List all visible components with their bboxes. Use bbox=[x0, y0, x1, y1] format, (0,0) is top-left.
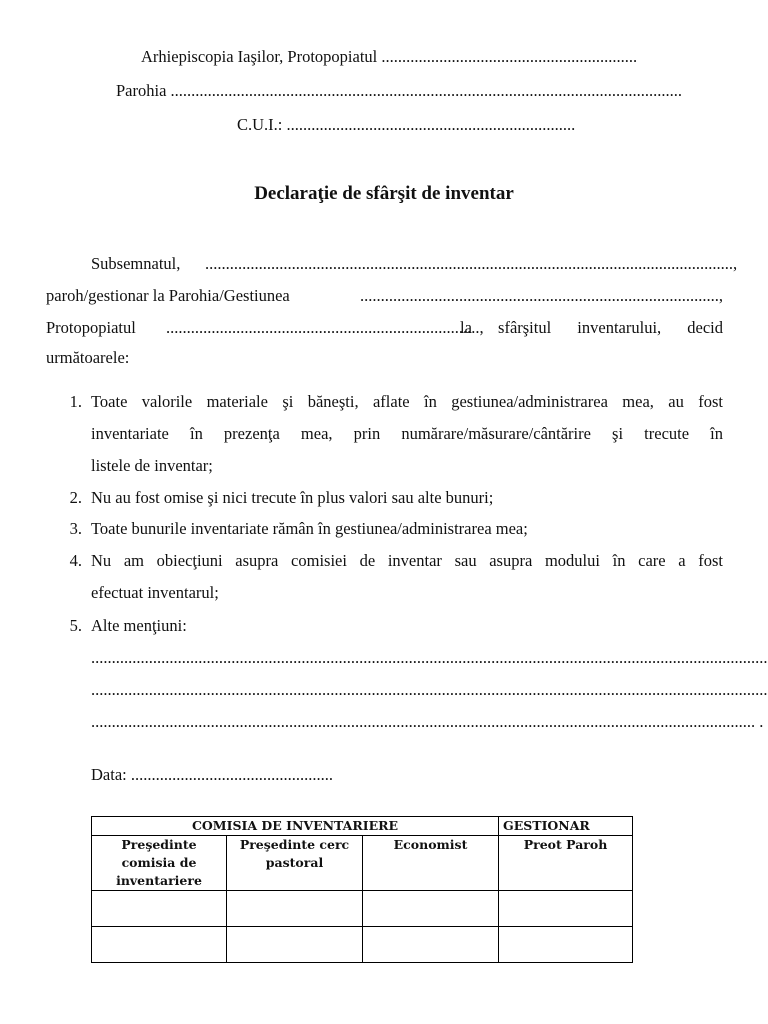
commission-header: COMISIA DE INVENTARIERE bbox=[92, 817, 499, 836]
header-cui-line: C.U.I.: ...................................................................... bbox=[237, 115, 576, 134]
header-archdiocese-line: Arhiepiscopia Iaşilor, Protopopiatul .............................................................. bbox=[141, 47, 638, 66]
intro-undersigned-label: Subsemnatul, bbox=[91, 254, 181, 273]
signature-cell bbox=[363, 927, 499, 963]
list-item-number: 3. bbox=[69, 519, 82, 538]
mentions-dotted-line: .................................................................................................................................................................... bbox=[91, 680, 768, 699]
list-item-number: 1. bbox=[69, 392, 82, 411]
list-item-text: Alte menţiuni: bbox=[91, 616, 187, 635]
page-title: Declaraţie de sfârşit de inventar bbox=[254, 183, 514, 204]
intro-following-text: următoarele: bbox=[46, 348, 130, 367]
signature-cell bbox=[363, 891, 499, 927]
col-economist: Economist bbox=[363, 836, 499, 891]
intro-protopopiate-label: Protopopiatul bbox=[46, 318, 136, 337]
signature-cell bbox=[227, 891, 363, 927]
intro-protopopiate-dots: ............................................................................, bbox=[166, 318, 484, 337]
list-item-number: 2. bbox=[69, 488, 82, 507]
intro-parish-dots: ......................................................................................., bbox=[360, 286, 723, 305]
list-item-text: Nu am obiecţiuni asupra comisiei de inventar sau asupra modului în care a fost bbox=[91, 551, 723, 570]
list-item-text: inventariate în prezenţa mea, prin numărare/măsurare/cântărire şi trecute în bbox=[91, 424, 723, 443]
date-line: Data: ................................................. bbox=[91, 765, 333, 784]
intro-end-inventory-text: la sfârşitul inventarului, decid bbox=[460, 318, 723, 337]
list-item-text: Toate valorile materiale şi băneşti, aflate în gestiunea/administrarea mea, au fost bbox=[91, 392, 723, 411]
signature-cell bbox=[499, 891, 633, 927]
list-item-number: 4. bbox=[69, 551, 82, 570]
col-pastoral-circle-president: Preşedinte cerc pastoral bbox=[227, 836, 363, 891]
list-item-text: Nu au fost omise şi nici trecute în plus valori sau alte bunuri; bbox=[91, 488, 494, 507]
col-parish-priest: Preot Paroh bbox=[499, 836, 633, 891]
mentions-dotted-line: ................................................................................................................................................................. . bbox=[91, 712, 764, 731]
header-parish-line: Parohia ............................................................................................................................ bbox=[116, 81, 683, 100]
signature-cell bbox=[92, 891, 227, 927]
mentions-dotted-line: .................................................................................................................................................................... bbox=[91, 648, 768, 667]
col-commission-president: Preşedinte comisia de inventariere bbox=[92, 836, 227, 891]
intro-parish-label: paroh/gestionar la Parohia/Gestiunea bbox=[46, 286, 290, 305]
list-item-text: Toate bunurile inventariate rămân în gestiunea/administrarea mea; bbox=[91, 519, 528, 538]
list-item-number: 5. bbox=[69, 616, 82, 635]
list-item-text: listele de inventar; bbox=[91, 456, 213, 475]
signature-cell bbox=[499, 927, 633, 963]
list-item-text: efectuat inventarul; bbox=[91, 583, 219, 602]
signature-cell bbox=[227, 927, 363, 963]
intro-undersigned-dots: ................................................................................................................................, bbox=[205, 254, 738, 273]
signature-table bbox=[91, 816, 633, 963]
manager-header: GESTIONAR bbox=[499, 817, 633, 836]
signature-cell bbox=[92, 927, 227, 963]
